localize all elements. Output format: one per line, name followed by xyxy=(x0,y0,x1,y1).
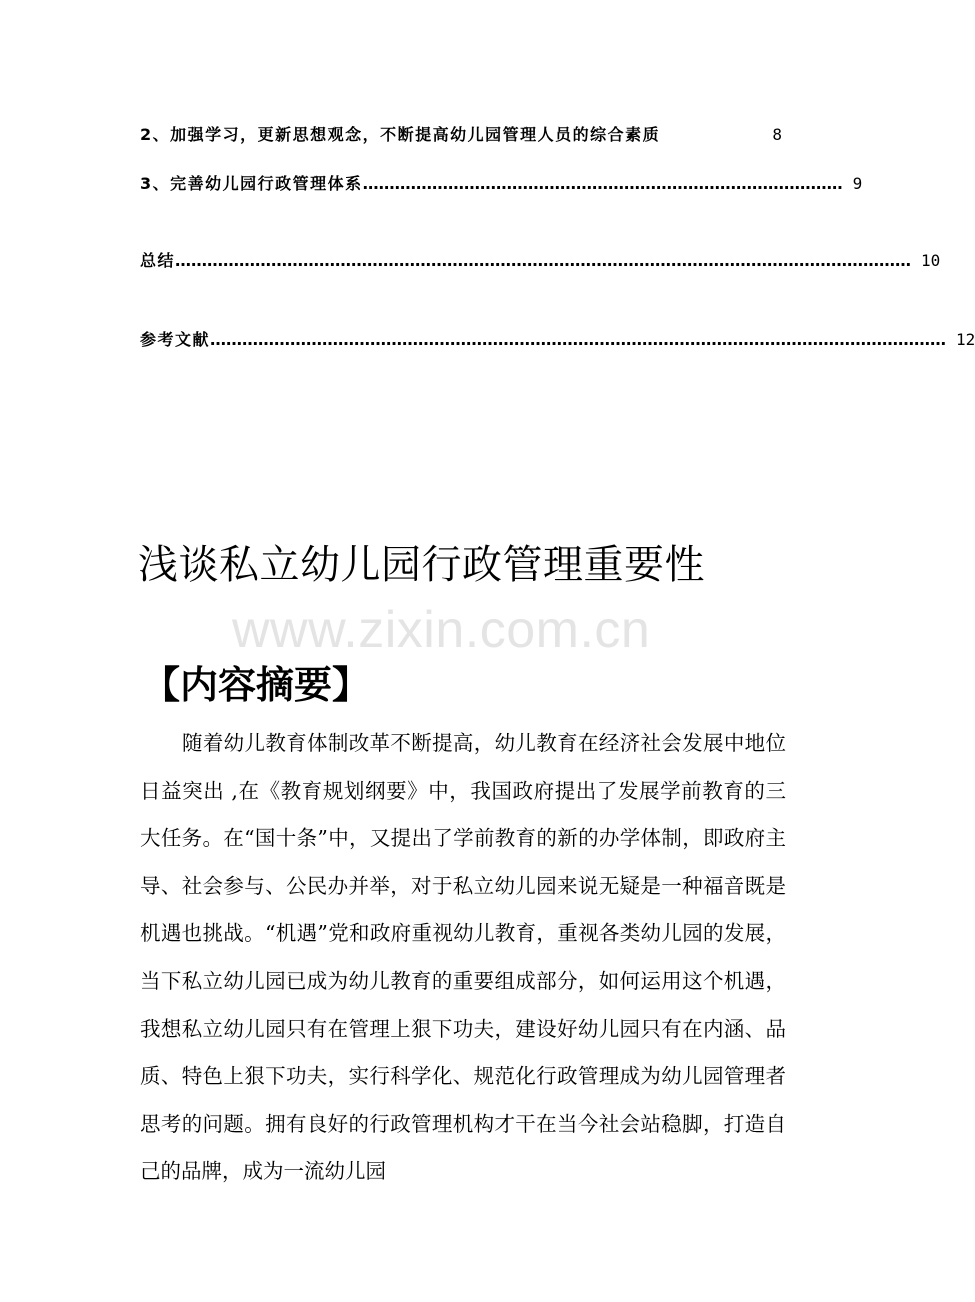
toc-page-number: 10 xyxy=(921,251,941,270)
toc-leader-dots: ………………………………………………………………………………………………………………………… xyxy=(175,251,912,270)
watermark: www.zixin.com.cn xyxy=(232,601,651,659)
toc-item-text: 参考文献 xyxy=(140,330,211,349)
abstract-heading: 【内容摘要】 xyxy=(142,663,371,707)
toc-page-number: 9 xyxy=(852,174,863,193)
toc-item[interactable] xyxy=(140,248,941,271)
toc-item-text: 3、完善幼儿园行政管理体系 xyxy=(140,174,363,193)
toc-leader-dots: ………………………………………………………………………………………………………………………… xyxy=(210,330,947,349)
abstract-body: 随着幼儿教育体制改革不断提高，幼儿教育在经济社会发展中地位日益突出 ,在《教育规划纲要》中，我国政府提出了发展学前教育的三大任务。在“国十条”中，又提出了学前教育的新的办学体制，即政府主导、社会参与、公民办并举，对于私立幼儿园来说无疑是一种福音既是机遇也挑战。“机遇”党和政府重视幼儿教育，重视各类幼儿园的发展，当下私立幼儿园已成为幼儿教育的重要组成部分，如何运用这个机遇，我想私立幼儿园只有在管理上狠下功夫，建设好幼儿园只有在内涵、品质、特色上狠下功夫，实行科学化、规范化行政管理成为幼儿园管理者思考的问题。拥有良好的行政管理机构才干在当今社会站稳脚，打造自己的品牌，成为一流幼儿园 xyxy=(140,731,786,1184)
toc-item[interactable] xyxy=(140,122,782,145)
document-title: 浅谈私立幼儿园行政管理重要性 xyxy=(138,542,705,588)
toc-item[interactable] xyxy=(140,327,975,350)
toc-item-text: 总结 xyxy=(140,251,176,270)
toc-page-number: 12 xyxy=(956,330,975,349)
toc-page-number: 8 xyxy=(772,125,782,144)
toc-leader-dots: ……………………………………………………………………………… xyxy=(362,174,843,193)
toc-item[interactable] xyxy=(140,171,863,194)
toc-item-text: 2、加强学习，更新思想观念，不断提高幼儿园管理人员的综合素质 xyxy=(140,125,661,144)
